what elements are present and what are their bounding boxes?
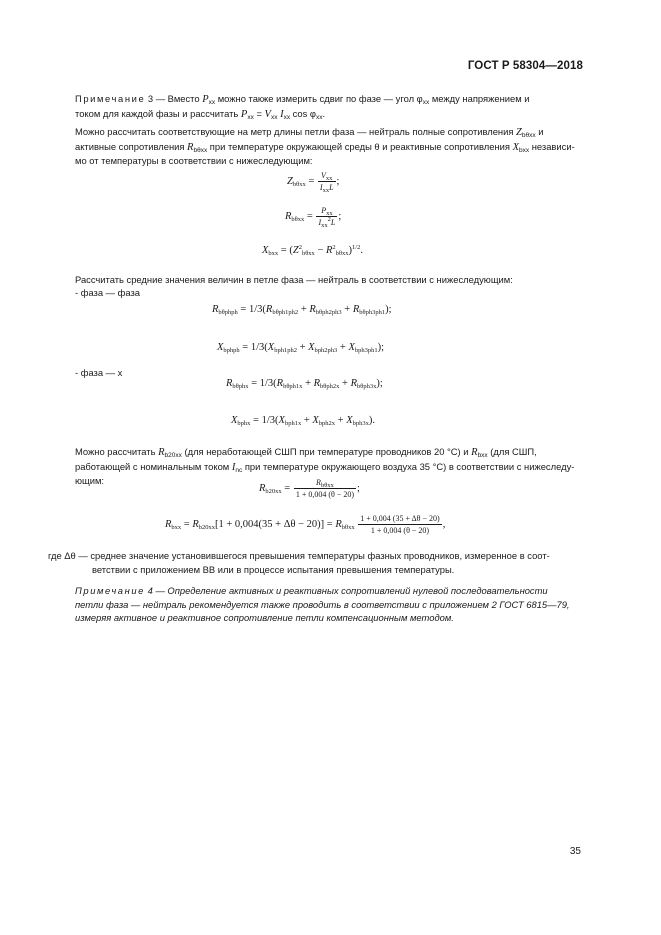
para1-line2-c: независи- (529, 140, 575, 152)
paragraph-mean-values (75, 273, 583, 287)
para2-text: Рассчитать средние значения величин в петле фаза — нейтраль в соответствии с нижеследующим: (75, 274, 513, 285)
para1-line1-end: и (535, 126, 544, 137)
formula-x-bxx: $X_{bxx} = (Z^2_{b\theta xx} - R^2_{b\theta xx})^{1/2}$. (262, 244, 363, 257)
note-4 (75, 584, 583, 625)
note-4-line1: — Определение активных и реактивных сопротивлений нулевой последовательности (155, 585, 548, 596)
note-3-line2-end: . (322, 107, 326, 119)
paragraph-impedances: Можно рассчитать соответствующие на метр длины петли фаза — нейтраль полные сопротивления $Z_{b\theta xx}$ и активные сопротивления $R_{b\theta xx}$ при температуре окружающей среды θ и реактивные сопротивления $X_{bxx}$ независи- мо от температуры в соответствии с нижеследующим: (75, 125, 583, 168)
where-line2: ветствии с приложением ВВ или в процессе испытания превышения температуры. (92, 563, 455, 575)
note-4-line3: измеряя активное и реактивное сопротивление петли компенсационным методом. (75, 612, 454, 623)
para1-line2-a: активные сопротивления (75, 140, 188, 152)
note-3-text-c: между напряжением и (429, 93, 530, 104)
list-item-phase-phase: - фаза — фаза (75, 287, 140, 298)
para3-line1-b: (для неработающей СШП при температуре проводников 20 °С) и (181, 446, 472, 457)
note-4-label: Примечание (75, 585, 145, 596)
document-code: ГОСТ Р 58304—2018 (467, 60, 583, 72)
formula-x-bphx: $X_{bphx} = 1/3(X_{bph1x} + X_{bph2x} + X_{bph3x})$. (231, 415, 375, 427)
note-4-number: 4 (147, 585, 153, 596)
para3-line2-b: при температуре окружающего воздуха 35 °С) в соответствии с нижеследу- (242, 460, 575, 472)
para3-line2-a: работающей с номинальным током (75, 460, 232, 472)
note-3: Примечание 3 — Вместо $P_{xx}$ можно также измерить сдвиг по фазе — угол $\varphi_{xx}$ между напряжением и током для каждой фазы и рассчитать $P_{xx} = V_{xx}$ $I_{xx}$ $\cos \varphi_{xx}$. (75, 93, 530, 121)
para3-line1-a: Можно рассчитать (75, 446, 159, 457)
note-4-line2: петли фаза — нейтраль рекомендуется также проводить в соответствии с приложением 2 ГОСТ 6815—79, (75, 598, 570, 610)
formula-r-btheta-xx: $R_{b\theta xx}$ = $\frac{P_{xx}}{I_{xx}^2L}$ ; (285, 206, 342, 229)
note-3-text-b: можно также измерить сдвиг по фазе — угол φ (215, 93, 423, 104)
where-line1: где Δθ — среднее значение установившегося превышения температуры фазных проводников, измеренное в соот- (48, 550, 550, 561)
formula-r-bxx: $R_{bxx} = R_{b20xx}[1 + 0,004(35 + \Delta\theta - 20)] = R_{b\theta xx}$ $\frac{1 + 0,004 (35 + \Delta\theta - 20)}{1 + 0,004 (\theta - 20)}$ , (165, 514, 446, 535)
page-number: 35 (569, 846, 581, 857)
note-3-line2: током для каждой фазы и рассчитать (75, 107, 241, 119)
note-3-number: 3 (147, 93, 154, 104)
para3-line3: ющим: (75, 475, 105, 486)
paragraph-r-b20: Можно рассчитать $R_{b20xx}$ (для неработающей СШП при температуре проводников 20 °С) и $R_{bxx}$ (для СШП, работающей с номинальным током $I_{nc}$ при температуре окружающего воздуха 35 °С) в соответствии с нижеследу- ющим: (75, 445, 583, 488)
para3-line1-c: (для СШП, (487, 446, 537, 457)
note-3-label: Примечание (75, 93, 146, 104)
formula-x-bphph: $X_{bphph} = 1/3(X_{bph1ph2} + X_{bph2ph3} + X_{bph3ph1})$; (217, 342, 385, 354)
list-item-phase-x: - фаза — x (75, 367, 123, 378)
formula-r-bthetaphph: $R_{b\theta phph} = 1/3(R_{b\theta ph1ph2} + R_{b\theta ph2ph3} + R_{b\theta ph3ph1})$; (212, 304, 392, 316)
note-3-text-a: — Вместо (155, 93, 203, 104)
formula-r-b20xx: $R_{b20xx}$ = $\frac{R_{b\theta xx}}{1 + 0,004 (\theta - 20)}$ ; (259, 478, 360, 499)
where-clause (48, 549, 583, 576)
para1-line2-b: при температуре окружающей среды θ и реактивные сопротивления (207, 140, 513, 152)
formula-z-btheta-xx: $Z_{b\theta xx}$ = $\frac{V_{xx}}{I_{xx}L}$ ; (287, 171, 340, 194)
para1-line1: Можно рассчитать соответствующие на метр длины петли фаза — нейтраль полные сопротивления (75, 126, 514, 137)
formula-r-bthetaphx: $R_{b\theta phx} = 1/3(R_{b\theta ph1x} + R_{b\theta ph2x} + R_{b\theta ph3x})$; (226, 378, 383, 390)
para1-line3: мо от температуры в соответствии с нижеследующим: (75, 155, 313, 166)
